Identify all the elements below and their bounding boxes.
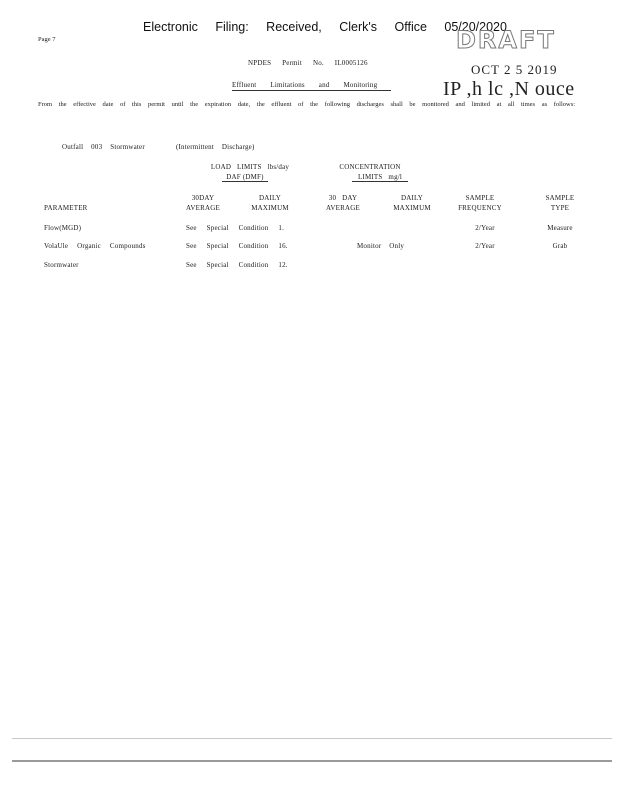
draft-watermark: DRAFT [456,26,556,54]
row-2-sample-type: Grab [552,242,568,250]
col-freq-2: FREQUENCY [458,204,502,212]
concentration-sub-text: LIMITS mg/l [352,173,408,182]
received-stamp-date: OCT 2 5 2019 [471,62,558,77]
col-load-avg-1: 30DAY [191,194,215,202]
row-1-sample-type: Measure [547,224,573,232]
load-limits-sub-text: DAF (DMF) [222,173,267,182]
col-freq-1: SAMPLE [465,194,495,202]
outfall-label: Outfall 003 Stormwater [62,143,145,151]
col-parameter: PARAMETER [44,204,88,212]
row-2-load-limit: See Special Condition 16. [186,242,288,250]
row-2-conc-limit: Monitor Only [357,242,405,250]
filing-header: Electronic Filing: Received, Clerk's Office 05/20/2020 [143,20,507,34]
scan-line-upper [12,738,612,739]
row-1-load-limit: See Special Condition 1. [186,224,285,232]
row-1-frequency: 2/Year [475,224,495,232]
row-3-parameter: Stormwater [44,261,79,269]
row-3-load-limit: See Special Condition 12. [186,261,288,269]
col-conc-max-2: MAXIMUM [393,204,431,212]
row-2-frequency: 2/Year [475,242,495,250]
permit-number: NPDES Permit No. IL0005126 [248,59,368,67]
concentration-sub [350,173,410,181]
col-load-max-2: MAXIMUM [251,204,289,212]
col-conc-avg-2: AVERAGE [326,204,360,212]
page-label: Page 7 [38,36,56,43]
load-limits-sub [220,173,270,181]
row-2-parameter: VolaUle Organic Compounds [44,242,146,250]
load-limits-heading: LOAD LIMITS lbs/day [210,163,290,171]
col-load-avg-2: AVERAGE [186,204,220,212]
col-conc-max-1: DAILY [400,194,424,202]
received-stamp-office: IP ,h lc ,N ouce [443,78,575,100]
scan-line-lower [12,760,612,762]
row-1-parameter: Flow(MGD) [44,224,82,232]
col-type-2: TYPE [550,204,570,212]
concentration-heading: CONCENTRATION [339,163,401,171]
section-title: Effluent Limitations and Monitoring [232,81,391,91]
col-conc-avg-1: 30 DAY [328,194,358,202]
col-load-max-1: DAILY [258,194,282,202]
col-type-1: SAMPLE [545,194,575,202]
intro-paragraph: From the effective date of this permit until the expiration date, the effluent of the following discharges shall be monitored and limited at all times as follows: [38,101,576,108]
discharge-type: (Intermittent Discharge) [176,143,255,151]
